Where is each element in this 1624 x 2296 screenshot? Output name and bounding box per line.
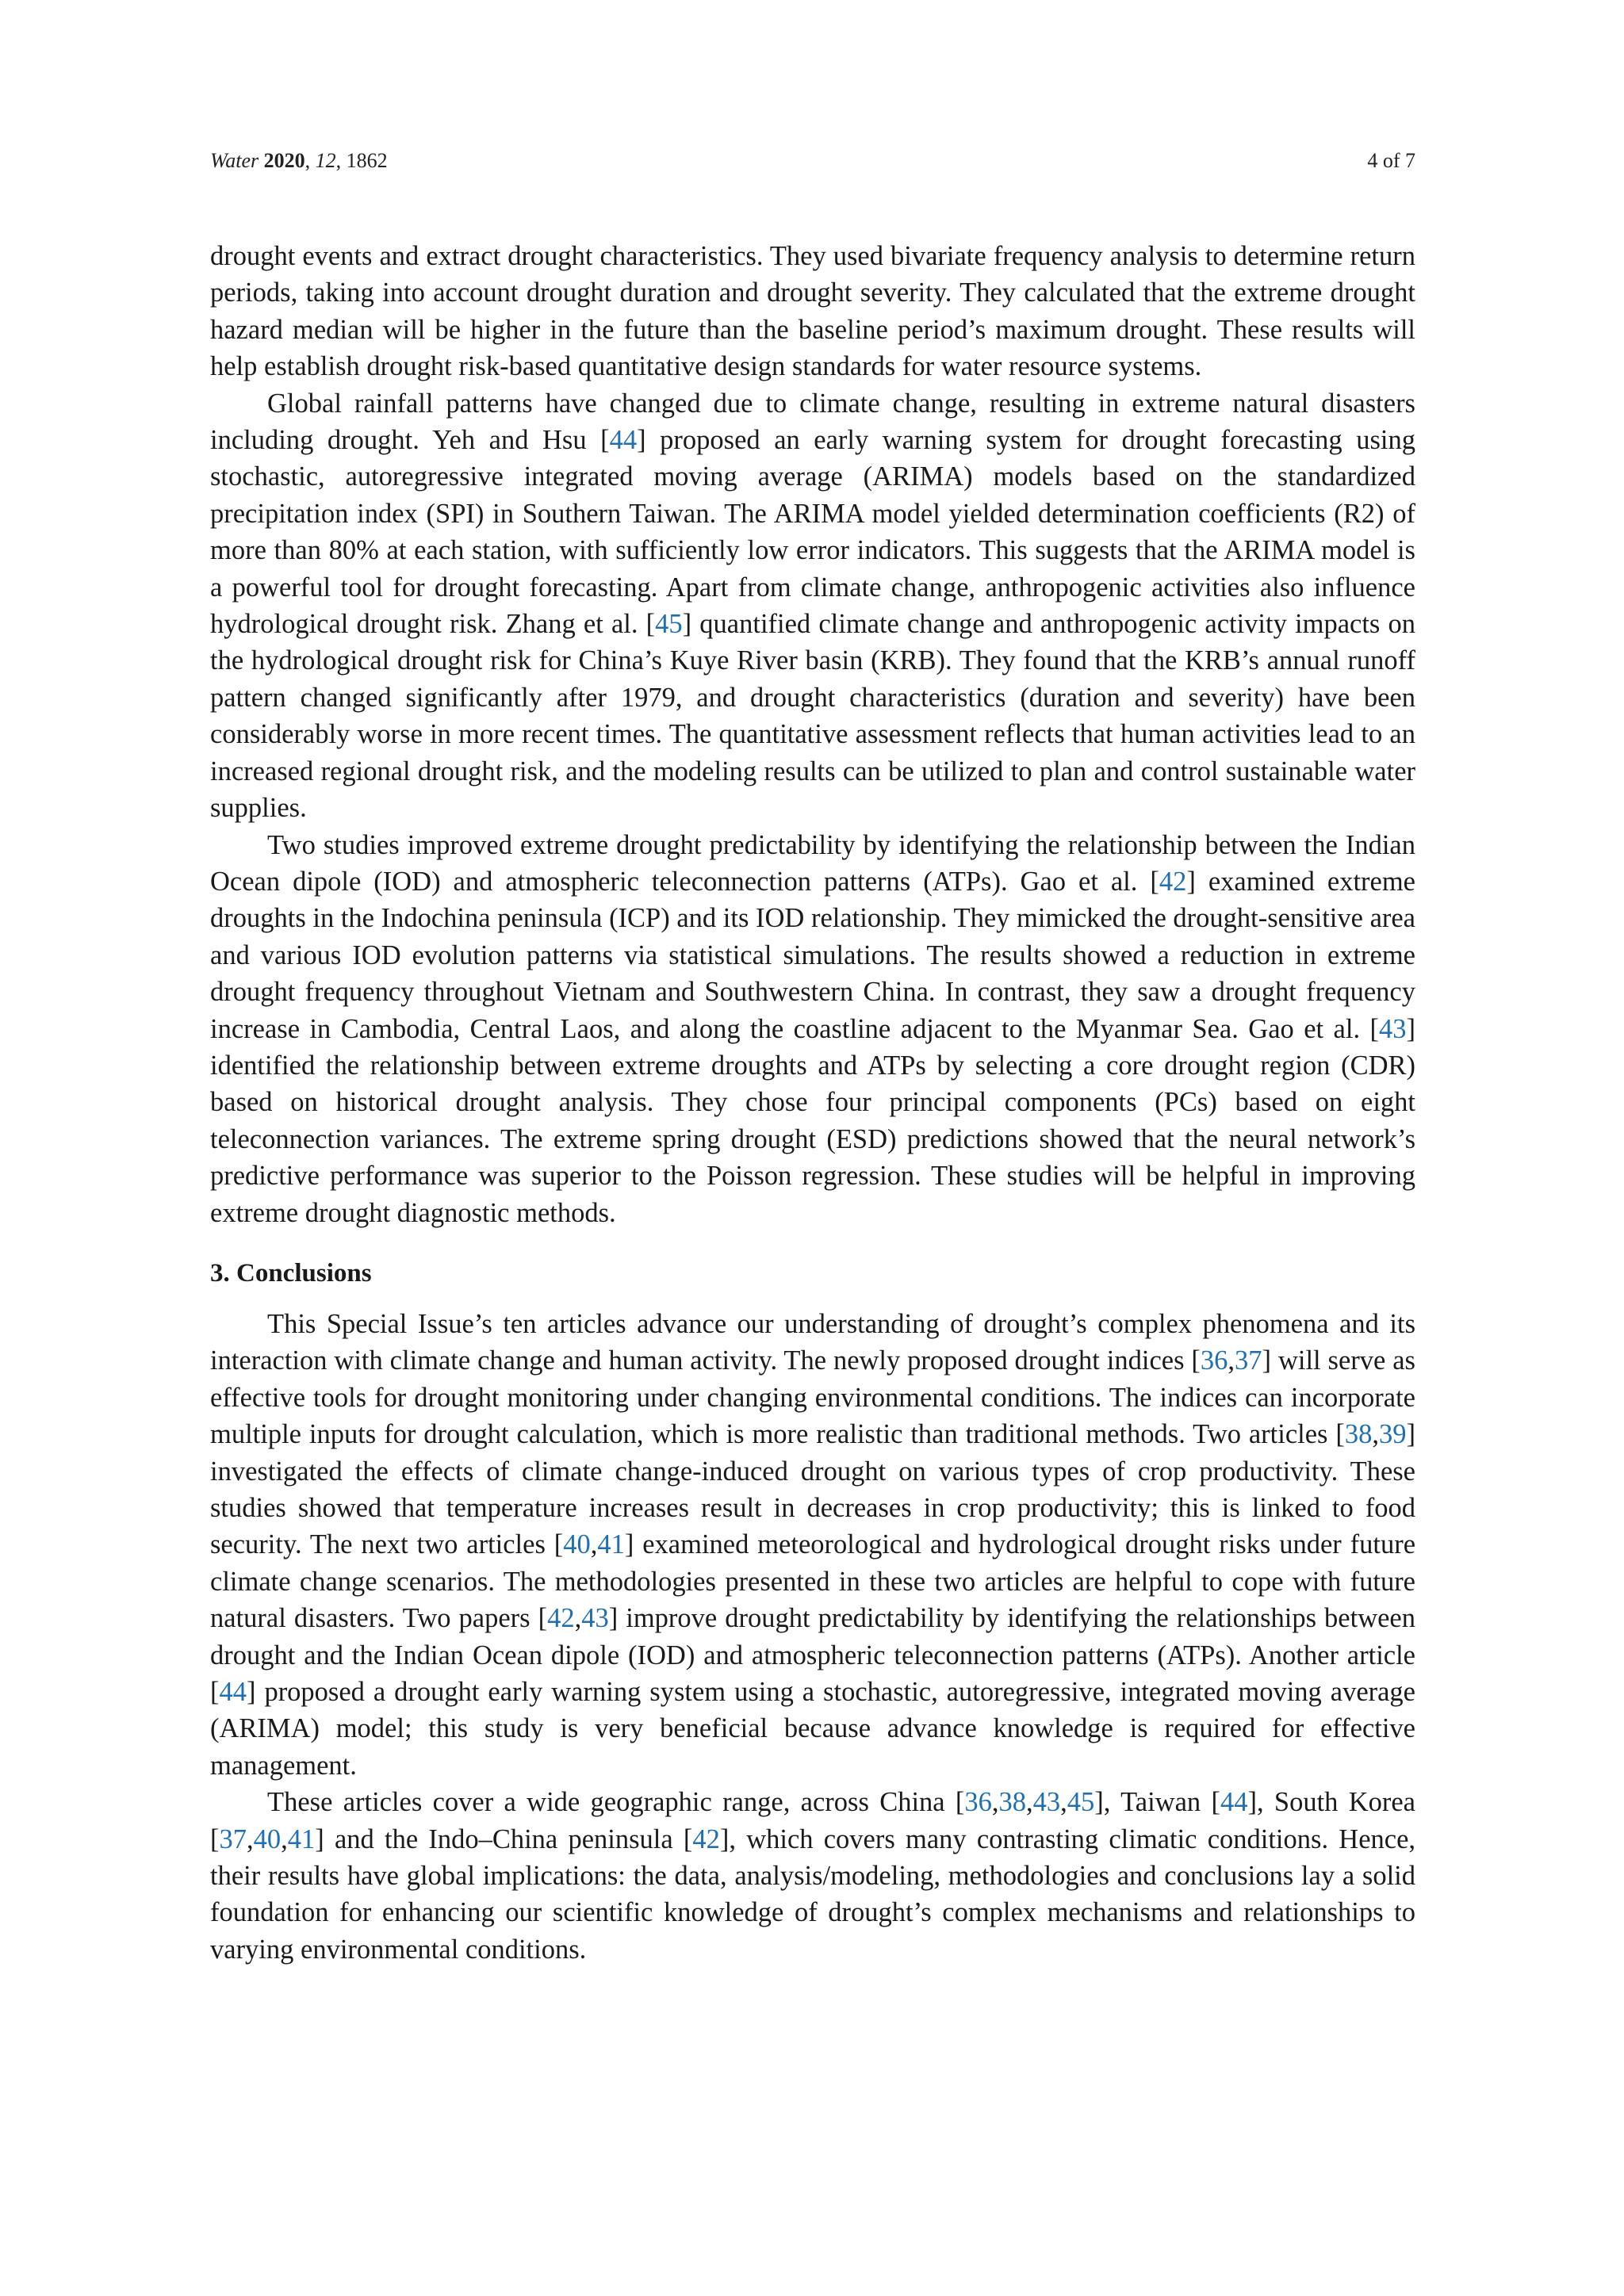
citation-separator: , bbox=[1026, 1787, 1033, 1818]
citation-link[interactable]: 42 bbox=[547, 1603, 575, 1634]
journal-year: 2020 bbox=[263, 149, 305, 172]
header-sep: , bbox=[335, 149, 347, 172]
citation-link[interactable]: 41 bbox=[287, 1823, 316, 1854]
running-header bbox=[210, 149, 1415, 181]
citation-link[interactable]: 43 bbox=[1379, 1013, 1407, 1044]
paragraph-text: ] proposed an early warning system for drought forecasting using stochastic, autoregressive integrated moving average (ARIMA) models based on the standardized precipitation index (SPI) in Southern Taiwan. The ARIMA model yielded determination coefficients (R2) of more than 80% at each station, with sufficiently low error indicators. This suggests that the ARIMA model is a powerful tool for drought forecasting. Apart from climate change, anthropogenic activities also influence hydrological drought risk. Zhang et al. [ bbox=[210, 425, 1415, 640]
paragraph-text: ] investigated the effects of climate change-induced drought on various types of crop productivity. These studies showed that temperature increases result in decreases in crop productivity; this is linked to food security. The next two articles [ bbox=[210, 1419, 1415, 1560]
article-body bbox=[210, 238, 1415, 1968]
paragraph-text: ] examined extreme droughts in the Indochina peninsula (ICP) and its IOD relationship. They mimicked the drought-sensitive area and various IOD evolution patterns via statistical simulations. The results showed a reduction in extreme drought frequency throughout Vietnam and Southwestern China. In contrast, they saw a drought frequency increase in Cambodia, Central Laos, and along the coastline adjacent to the Myanmar Sea. Gao et al. [ bbox=[210, 866, 1415, 1044]
citation-link[interactable]: 43 bbox=[1032, 1787, 1061, 1818]
citation-link[interactable]: 38 bbox=[998, 1787, 1027, 1818]
paragraph-text: This Special Issue’s ten articles advance our understanding of drought’s complex phenomena and its interaction with climate change and human activity. The newly proposed drought indices [ bbox=[210, 1308, 1415, 1376]
paragraph-text: ] and the Indo–China peninsula [ bbox=[315, 1823, 693, 1854]
paragraph-text: Two studies improved extreme drought predictability by identifying the relationship between the Indian Ocean dipole (IOD) and atmospheric teleconnection patterns (ATPs). Gao et al. [ bbox=[210, 829, 1415, 897]
page-number: 4 of 7 bbox=[1367, 149, 1415, 172]
journal-volume: 12 bbox=[315, 149, 336, 172]
citation-link[interactable]: 44 bbox=[219, 1677, 247, 1708]
journal-name: Water bbox=[210, 149, 259, 172]
citation-separator: , bbox=[574, 1603, 582, 1634]
section-heading-conclusions: 3. Conclusions bbox=[210, 1258, 372, 1288]
citation-separator: , bbox=[247, 1823, 254, 1854]
citation-separator: , bbox=[1228, 1345, 1235, 1376]
paragraph-rainfall bbox=[210, 385, 1415, 827]
citation-link[interactable]: 41 bbox=[597, 1529, 625, 1560]
paragraph-conclusions-2 bbox=[210, 1784, 1415, 1968]
paragraph-text: ], which covers many contrasting climatic conditions. Hence, their results have global implications: the data, analysis/modeling, methodologies and conclusions lay a solid foundation for enhancing our scientific knowledge of drought’s complex mechanisms and relationships to varying environmental conditions. bbox=[210, 1823, 1416, 1965]
header-sep: , bbox=[304, 149, 316, 172]
paragraph-text: ] examined meteorological and hydrological drought risks under future climate change scenarios. The methodologies presented in these two articles are helpful to cope with future natural disasters. Two papers [ bbox=[210, 1529, 1416, 1634]
citation-link[interactable]: 37 bbox=[219, 1823, 247, 1854]
paragraph-text: ] quantified climate change and anthropogenic activity impacts on the hydrological drought risk for China’s Kuye River basin (KRB). They found that the KRB’s annual runoff pattern changed significantly after 1979, and drought characteristics (duration and severity) have been considerably worse in more recent times. The quantitative assessment reflects that human activities lead to an increased regional drought risk, and the modeling results can be utilized to plan and control sustainable water supplies. bbox=[210, 609, 1415, 824]
citation-link[interactable]: 42 bbox=[1159, 866, 1187, 897]
paragraph-text: ], Taiwan [ bbox=[1094, 1787, 1220, 1818]
citation-link[interactable]: 38 bbox=[1344, 1419, 1373, 1450]
citation-link[interactable]: 42 bbox=[692, 1823, 720, 1854]
citation-link[interactable]: 44 bbox=[609, 425, 638, 456]
paragraph-text: ] improve drought predictability by identifying the relationships between drought and the Indian Ocean dipole (IOD) and atmospheric teleconnection patterns (ATPs). Another article [ bbox=[210, 1603, 1415, 1708]
paragraph-predictability bbox=[210, 827, 1415, 1231]
paragraph-text: drought events and extract drought characteristics. They used bivariate frequency analysis to determine return periods, taking into account drought duration and drought severity. They calculated that the extreme drought hazard median will be higher in the future than the baseline period’s maximum drought. These results will help establish drought risk-based quantitative design standards for water resource systems. bbox=[210, 241, 1415, 382]
paragraph-text: ], South Korea [ bbox=[210, 1787, 1415, 1854]
citation-link[interactable]: 37 bbox=[1235, 1345, 1262, 1376]
citation-link[interactable]: 45 bbox=[655, 609, 683, 640]
citation-separator: , bbox=[281, 1823, 288, 1854]
paragraph-text: ] will serve as effective tools for drought monitoring under changing environmental conditions. The indices can incorporate multiple inputs for drought calculation, which is more realistic than traditional methods. Two articles [ bbox=[210, 1345, 1415, 1450]
citation-link[interactable]: 40 bbox=[253, 1823, 282, 1854]
citation-link[interactable]: 43 bbox=[581, 1603, 609, 1634]
citation-link[interactable]: 44 bbox=[1220, 1787, 1248, 1818]
paragraph-continuation bbox=[210, 238, 1415, 385]
citation-link[interactable]: 40 bbox=[563, 1529, 591, 1560]
paragraph-text: ] proposed a drought early warning system using a stochastic, autoregressive, integrated moving average (ARIMA) model; this study is very beneficial because advance knowledge is required for effective management. bbox=[210, 1677, 1415, 1781]
paragraph-text: ] identified the relationship between extreme droughts and ATPs by selecting a core drought region (CDR) based on historical drought analysis. They chose four principal components (PCs) based on eight teleconnection variances. The extreme spring drought (ESD) predictions showed that the neural network’s predictive performance was superior to the Poisson regression. These studies will be helpful in improving extreme drought diagnostic methods. bbox=[210, 1013, 1415, 1228]
citation-link[interactable]: 36 bbox=[1200, 1345, 1228, 1376]
paragraph-text: These articles cover a wide geographic range, across China [ bbox=[267, 1787, 965, 1818]
paragraph-text: Global rainfall patterns have changed due to climate change, resulting in extreme natural disasters including drought. Yeh and Hsu [ bbox=[210, 388, 1415, 456]
citation-separator: , bbox=[991, 1787, 999, 1818]
citation-separator: , bbox=[590, 1529, 598, 1560]
citation-link[interactable]: 39 bbox=[1379, 1419, 1407, 1450]
citation-separator: , bbox=[1060, 1787, 1067, 1818]
citation-link[interactable]: 36 bbox=[964, 1787, 992, 1818]
citation-link[interactable]: 45 bbox=[1067, 1787, 1095, 1818]
article-number: 1862 bbox=[346, 149, 388, 172]
paragraph-conclusions-1 bbox=[210, 1306, 1415, 1784]
citation-separator: , bbox=[1372, 1419, 1379, 1450]
